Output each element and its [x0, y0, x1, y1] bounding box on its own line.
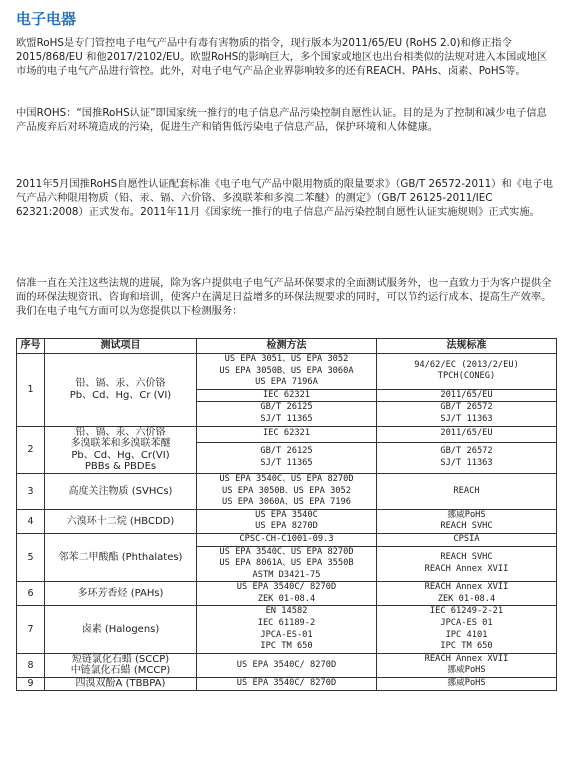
regulation-standard [377, 509, 557, 533]
test-method-line: CPSC-CH-C1001-09.3 [239, 533, 334, 544]
test-item-line: 多环芳香烃 (PAHs) [77, 588, 164, 600]
test-method [197, 606, 377, 653]
test-item [45, 533, 197, 581]
regulation-standard-line: REACH [453, 485, 480, 496]
row-number: 2 [17, 426, 45, 473]
test-method [197, 546, 377, 582]
test-method-line: US EPA 8270D [255, 521, 318, 532]
regulation-standard-line: IPC 4101 [445, 629, 488, 640]
test-method-line: EN 14582 [265, 606, 308, 617]
test-method-line: SJ/T 11365 [260, 457, 313, 468]
regulation-standard [377, 678, 557, 691]
test-method-line: ZEK 01-08.4 [257, 593, 316, 604]
test-item-line: 中链氯化石蜡 (MCCP) [70, 665, 171, 677]
test-method-line: SJ/T 11365 [260, 413, 313, 424]
regulation-standard-line: 挪威PoHS [447, 509, 486, 520]
test-method [197, 473, 377, 509]
regulation-standard-line: 2011/65/EU [440, 428, 493, 439]
test-method [197, 653, 377, 677]
regulation-standard-line: REACH Annex XVII [424, 653, 509, 664]
test-method-line: US EPA 3540C、US EPA 8270D [219, 473, 354, 484]
regulation-standard-line: 2011/65/EU [440, 389, 493, 400]
test-item [45, 473, 197, 509]
regulation-standard [377, 389, 557, 402]
test-item-line: 多溴联苯和多溴联苯醚 [70, 438, 171, 450]
test-method-line: GB/T 26125 [260, 402, 313, 413]
test-method-line: US EPA 3540C/ 8270D [236, 678, 337, 689]
regulation-standard-line: SJ/T 11363 [440, 413, 493, 424]
test-method-line: ASTM D3421-75 [252, 569, 321, 580]
test-item-line: 铅、镉、汞、六价铬 [75, 378, 166, 390]
test-method-line: US EPA 7196A [255, 377, 318, 388]
regulation-standard-line: REACH SVHC [440, 521, 493, 532]
test-method [197, 533, 377, 546]
regulation-standard [377, 653, 557, 677]
test-method-line: JPCA-ES-01 [260, 629, 313, 640]
row-number: 5 [17, 533, 45, 581]
test-method-line: US EPA 3540C [255, 509, 318, 520]
test-item-line: 卤素 (Halogens) [81, 623, 160, 635]
table-header-row [17, 339, 557, 354]
test-method [197, 442, 377, 473]
table-row [17, 533, 557, 546]
row-number: 9 [17, 678, 45, 691]
table-row [17, 582, 557, 606]
paragraph-china-rohs: 中国ROHS：“国推RoHS认证”即国家统一推行的电子信息产品污染控制自愿性认证。目的是为了控制和减少电子信息产品废弃后对环境造成的污染，促进生产和销售低污染电子信息产品，保护环境和人体健康。 [16, 107, 547, 134]
regulation-standard [377, 533, 557, 546]
test-method-line: US EPA 8061A、US EPA 3550B [219, 558, 354, 569]
test-method [197, 354, 377, 390]
regulation-standard [377, 473, 557, 509]
table-row [17, 653, 557, 677]
test-method-line: US EPA 3050B、US EPA 3052 [222, 485, 351, 496]
row-number: 3 [17, 473, 45, 509]
header-method: 检测方法 [197, 339, 377, 354]
test-item-line: Pb、Cd、Hg、Cr (VI) [69, 389, 172, 401]
test-item-line: 高度关注物质 (SVHCs) [68, 485, 173, 497]
row-number: 4 [17, 509, 45, 533]
regulation-standard-line: 94/62/EC (2013/2/EU) [414, 359, 519, 370]
test-method-line: US EPA 3540C/ 8270D [236, 582, 337, 593]
row-number: 6 [17, 582, 45, 606]
test-item-line: PBBs & PBDEs [84, 461, 157, 473]
row-number: 8 [17, 653, 45, 677]
test-item [45, 678, 197, 691]
section-title: 电子电器 [16, 10, 77, 28]
regulation-standard [377, 606, 557, 653]
regulation-standard [377, 442, 557, 473]
header-standard: 法规标准 [377, 339, 557, 354]
test-item [45, 509, 197, 533]
paragraph-services-intro: 信准一直在关注这些法规的进展，除为客户提供电子电气产品环保要求的全面测试服务外，也一直致力于为客户提供全面的环保法规资讯、咨询和培训，使客户在满足日益增多的环保法规要求的同时，可以节约运行成本、提高生产效率。我们在电子电气方面可以为您提供以下检测服务： [16, 277, 552, 318]
row-number: 1 [17, 354, 45, 427]
test-item [45, 582, 197, 606]
test-item [45, 426, 197, 473]
header-item: 测试项目 [45, 339, 197, 354]
regulation-standard [377, 402, 557, 426]
test-method [197, 582, 377, 606]
test-item-line: 邻苯二甲酸酯 (Phthalates) [58, 551, 183, 563]
table-row [17, 606, 557, 653]
regulation-standard [377, 582, 557, 606]
test-method-line: US EPA 3051、US EPA 3052 [224, 354, 349, 364]
table-row [17, 678, 557, 691]
test-method-line: IEC 62321 [262, 389, 311, 400]
test-method [197, 426, 377, 442]
regulation-standard-line: SJ/T 11363 [440, 457, 493, 468]
regulation-standard [377, 354, 557, 390]
regulation-standard-line: CPSIA [453, 533, 480, 544]
regulation-standard-line: GB/T 26572 [440, 446, 493, 457]
table-row [17, 354, 557, 390]
test-method-line: IEC 62321 [262, 428, 311, 439]
test-method [197, 402, 377, 426]
test-method-line: US EPA 3540C、US EPA 8270D [219, 546, 354, 557]
regulation-standard-line: ZEK 01-08.4 [437, 593, 496, 604]
test-method-line: US EPA 3540C/ 8270D [236, 659, 337, 670]
row-number: 7 [17, 606, 45, 653]
paragraph-gb-standards: 2011年5月国推RoHS自愿性认证配套标准《电子电气产品中限用物质的限量要求》（GB/T 26572-2011）和《电子电气产品六种限用物质（铅、汞、镉、六价铬、多溴联苯和多溴二苯醚）的测定》（GB/T 26125-2011/IEC 62321:2008）正式发布。2011年11月《国家统一推行的电子信息产品污染控制自愿性认证实施规则》正式实施。 [16, 178, 553, 219]
regulation-standard-line: REACH Annex XVII [424, 563, 509, 574]
test-item [45, 653, 197, 677]
regulation-standard [377, 546, 557, 582]
regulation-standard-line: IPC TM 650 [440, 641, 493, 652]
header-no: 序号 [17, 339, 45, 354]
test-item-line: 短链氯化石蜡 (SCCP) [71, 653, 170, 665]
test-item-line: 六溴环十二烷 (HBCDD) [66, 515, 175, 527]
test-method [197, 389, 377, 402]
regulation-standard-line: 挪威PoHS [447, 665, 486, 676]
test-method [197, 678, 377, 691]
test-method-line: IEC 61189-2 [257, 618, 316, 629]
test-method-line: US EPA 3050B、US EPA 3060A [219, 365, 354, 376]
regulation-standard-line: JPCA-ES 01 [440, 618, 493, 629]
regulation-standard [377, 426, 557, 442]
test-method [197, 509, 377, 533]
table-row [17, 509, 557, 533]
table-row [17, 473, 557, 509]
regulation-standard-line: REACH SVHC [440, 552, 493, 563]
regulation-standard-line: REACH Annex XVII [424, 582, 509, 593]
regulation-standard-line: 挪威PoHS [447, 678, 486, 689]
test-item [45, 606, 197, 653]
test-item-line: 四溴双酚A (TBBPA) [75, 678, 166, 690]
test-method-line: IPC TM 650 [260, 641, 313, 652]
test-item [45, 354, 197, 427]
regulation-standard-line: GB/T 26572 [440, 402, 493, 413]
test-method-line: GB/T 26125 [260, 446, 313, 457]
paragraph-eu-rohs: 欧盟RoHS是专门管控电子电气产品中有毒有害物质的指令，现行版本为2011/65/EU (RoHS 2.0)和修正指令2015/868/EU 和他2017/2102/EU。欧盟RoHS的影响巨大，多个国家或地区也出台相类似的法规对进入本国或地区市场的电子电气产品进行管控。此外，对电子电气产品企业界影响较多的还有REACH、PAHs、卤素、PoHS等。 [16, 37, 548, 78]
regulation-standard-line: IEC 61249-2-21 [429, 606, 504, 617]
test-method-line: US EPA 3060A、US EPA 7196 [222, 497, 351, 508]
test-item-line: 铅、镉、汞、六价铬 [75, 426, 166, 438]
table-body [17, 354, 557, 691]
regulation-standard-line: TPCH(CONEG) [437, 371, 496, 382]
table-row [17, 426, 557, 442]
test-services-table [16, 338, 557, 691]
test-item-line: Pb、Cd、Hg、Cr(VI) [71, 449, 170, 461]
